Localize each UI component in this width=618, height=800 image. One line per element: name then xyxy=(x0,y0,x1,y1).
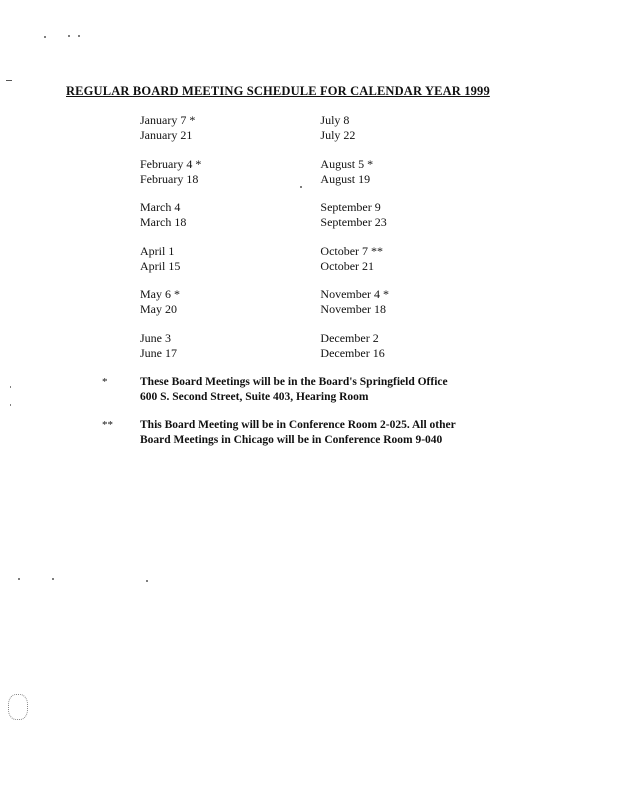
scan-stamp-mark xyxy=(8,694,28,720)
schedule-column-left xyxy=(140,113,320,157)
scan-speck xyxy=(10,404,11,406)
meeting-date: April 1 xyxy=(140,243,175,258)
meeting-date: September 23 xyxy=(320,215,387,229)
footnote-springfield xyxy=(102,375,500,405)
schedule-row xyxy=(140,200,440,244)
schedule-column-left xyxy=(140,331,320,375)
scan-speck xyxy=(10,386,11,388)
scan-speck xyxy=(300,186,302,188)
meeting-date: December 2 xyxy=(320,330,379,345)
meeting-schedule xyxy=(140,113,440,374)
footnote-line: These Board Meetings will be in the Board's Springfield Office xyxy=(140,376,448,388)
schedule-column-left xyxy=(140,200,320,244)
footnote-line: Board Meetings in Chicago will be in Conference Room 9-040 xyxy=(140,434,443,446)
scan-speck xyxy=(44,36,46,38)
meeting-date: August 19 xyxy=(320,171,371,186)
schedule-column-right xyxy=(320,331,440,375)
meeting-date: October 7 ** xyxy=(320,243,384,258)
schedule-row xyxy=(140,157,440,201)
meeting-date: November 18 xyxy=(320,302,387,316)
meeting-date: July 22 xyxy=(320,128,356,142)
meeting-date: September 9 xyxy=(320,200,381,214)
meeting-date: June 17 xyxy=(140,345,177,360)
schedule-row xyxy=(140,287,440,331)
meeting-date: May 6 * xyxy=(140,287,180,301)
scan-speck xyxy=(78,35,80,37)
meeting-date: December 16 xyxy=(320,345,385,360)
schedule-column-left xyxy=(140,157,320,201)
meeting-date: November 4 * xyxy=(320,287,390,301)
footnote-line: This Board Meeting will be in Conference Room 2-025. All other xyxy=(140,419,456,431)
footnote-marker: * xyxy=(102,376,108,388)
footnote-conference-room xyxy=(102,418,500,448)
footnote-text xyxy=(140,418,500,448)
meeting-date: February 4 * xyxy=(140,156,202,171)
schedule-column-right xyxy=(320,157,440,201)
meeting-date: January 21 xyxy=(140,128,193,142)
schedule-column-right xyxy=(320,200,440,244)
scan-speck xyxy=(146,580,148,582)
footnote-text xyxy=(140,375,500,405)
meeting-date: March 18 xyxy=(140,215,187,229)
scan-speck xyxy=(18,578,20,580)
schedule-column-right xyxy=(320,244,440,288)
schedule-row xyxy=(140,244,440,288)
schedule-column-left xyxy=(140,244,320,288)
schedule-column-right xyxy=(320,287,440,331)
scan-speck xyxy=(68,35,70,37)
schedule-column-right xyxy=(320,113,440,157)
meeting-date: April 15 xyxy=(140,258,181,273)
meeting-date: May 20 xyxy=(140,302,177,316)
meeting-date: January 7 * xyxy=(140,113,196,127)
meeting-date: February 18 xyxy=(140,171,199,186)
meeting-date: June 3 xyxy=(140,330,171,345)
page-title: REGULAR BOARD MEETING SCHEDULE FOR CALENDAR YEAR 1999 xyxy=(66,84,490,98)
footnote-line: 600 S. Second Street, Suite 403, Hearing Room xyxy=(140,391,369,403)
footnote-marker: ** xyxy=(102,419,113,431)
meeting-date: March 4 xyxy=(140,200,181,214)
scan-speck xyxy=(52,578,54,580)
meeting-date: October 21 xyxy=(320,258,375,273)
meeting-date: August 5 * xyxy=(320,156,374,171)
schedule-row xyxy=(140,331,440,375)
schedule-column-left xyxy=(140,287,320,331)
meeting-date: July 8 xyxy=(320,113,350,127)
schedule-row xyxy=(140,113,440,157)
scan-speck xyxy=(6,80,12,81)
